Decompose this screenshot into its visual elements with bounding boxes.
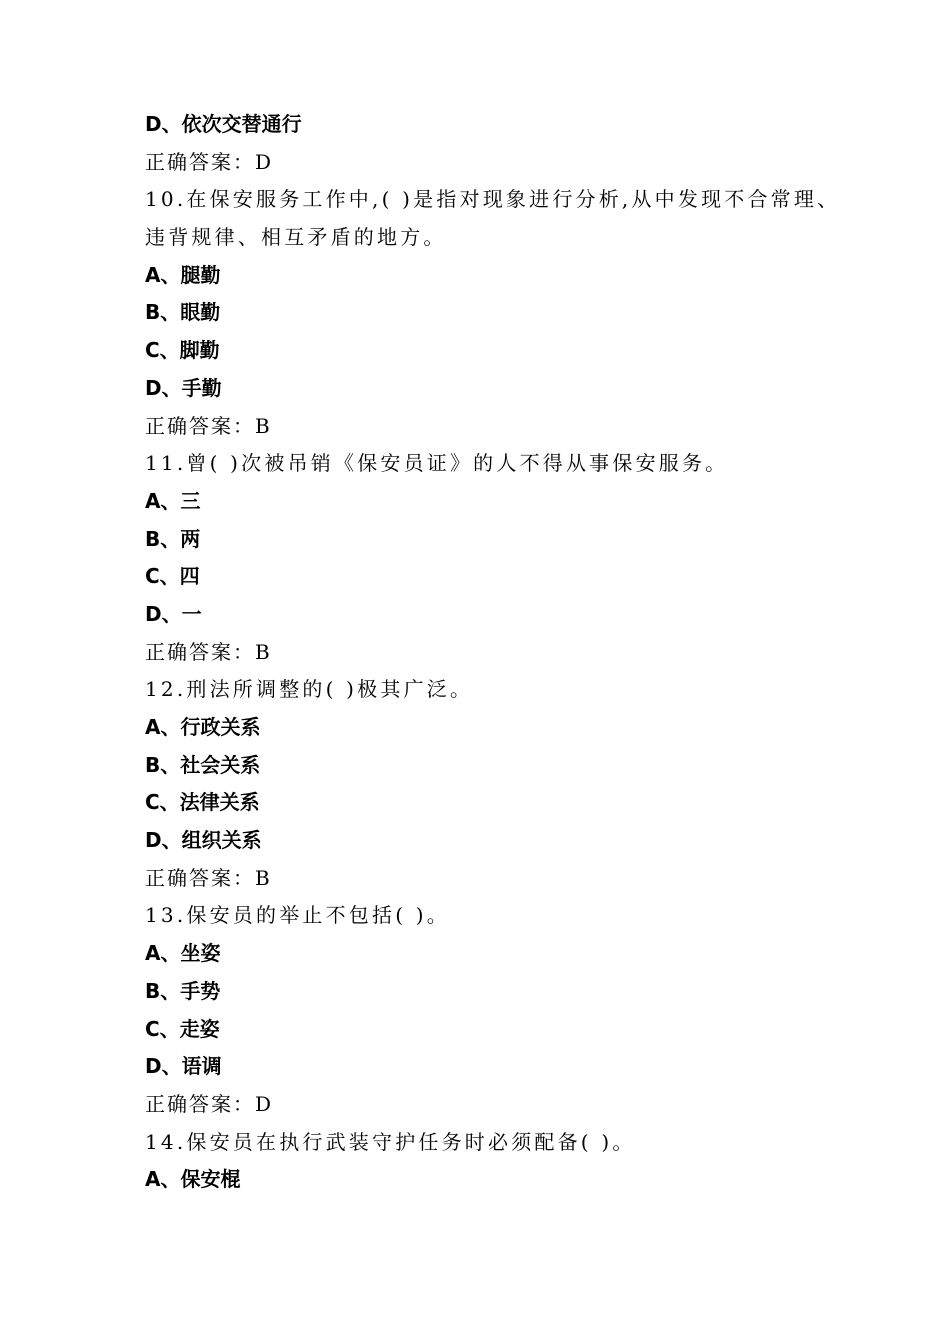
answer-line: 正确答案：B [145, 413, 272, 438]
question-line: 11.曾( )次被吊销《保安员证》的人不得从事保安服务。 [145, 451, 729, 476]
option-line: B、眼勤 [145, 300, 221, 325]
option-line: A、腿勤 [145, 262, 221, 287]
answer-line: 正确答案：D [145, 1091, 274, 1116]
option-line: C、走姿 [145, 1016, 220, 1041]
document-page [145, 106, 845, 1199]
option-line: C、法律关系 [145, 790, 260, 815]
question-line: 12.刑法所调整的( )极其广泛。 [145, 677, 474, 702]
answer-line: 正确答案：D [145, 149, 274, 174]
option-line: A、三 [145, 488, 201, 513]
option-line: B、两 [145, 526, 201, 551]
question-line: 10.在保安服务工作中,( )是指对现象进行分析,从中发现不合常理、 [145, 187, 841, 212]
option-line: D、依次交替通行 [145, 112, 302, 136]
question-line: 13.保安员的举止不包括( )。 [145, 903, 450, 928]
option-line: D、组织关系 [145, 828, 262, 853]
option-line: A、坐姿 [145, 941, 221, 966]
answer-line: 正确答案：B [145, 865, 272, 890]
question-line-continued: 违背规律、相互矛盾的地方。 [145, 225, 447, 250]
answer-line: 正确答案：B [145, 639, 272, 664]
question-line: 14.保安员在执行武装守护任务时必须配备( )。 [145, 1129, 636, 1154]
option-line: C、脚勤 [145, 338, 220, 363]
option-line: D、一 [145, 601, 202, 626]
option-line: D、手勤 [145, 375, 222, 400]
option-line: B、社会关系 [145, 752, 261, 777]
option-line: C、四 [145, 564, 200, 589]
option-line: B、手势 [145, 978, 221, 1003]
option-line: A、保安棍 [145, 1167, 241, 1192]
option-line: D、语调 [145, 1054, 222, 1079]
option-line: A、行政关系 [145, 715, 261, 739]
